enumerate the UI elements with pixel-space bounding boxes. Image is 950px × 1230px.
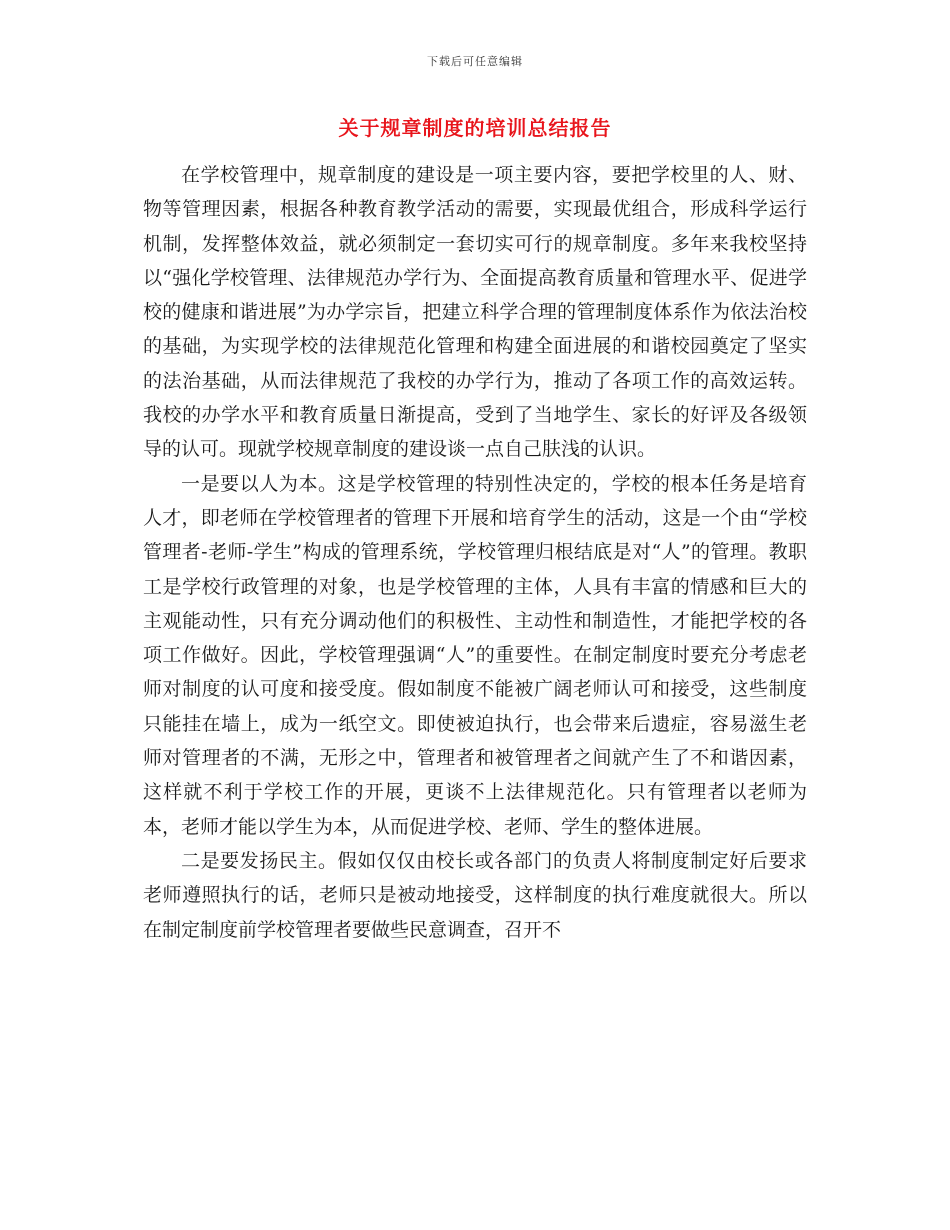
header-note: 下载后可任意编辑 xyxy=(427,55,523,68)
paragraph-democracy: 二是要发扬民主。假如仅仅由校长或各部门的负责人将制度制定好后要求老师遵照执行的话，老师只是被动地接受，这样制度的执行难度就很大。所以在制定制度前学校管理者要做些民意调查，召开不 xyxy=(143,849,807,941)
paragraph-people-oriented: 一是要以人为本。这是学校管理的特别性决定的，学校的根本任务是培育人才，即老师在学校管理者的管理下开展和培育学生的活动，这是一个由“学校管理者-老师-学生”构成的管理系统，学校管理归根结底是对“人”的管理。教职工是学校行政管理的对象，也是学校管理的主体，人具有丰富的情感和巨大的主观能动性，只有充分调动他们的积极性、主动性和制造性，才能把学校的各项工作做好。因此，学校管理强调“人”的重要性。在制定制度时要充分考虑老师对制度的认可度和接受度。假如制度不能被广阔老师认可和接受，这些制度只能挂在墙上，成为一纸空文。即使被迫执行，也会带来后遗症，容易滋生老师对管理者的不满，无形之中，管理者和被管理者之间就产生了不和谐因素，这样就不利于学校工作的开展，更谈不上法律规范化。只有管理者以老师为本，老师才能以学生为本，从而促进学校、老师、学生的整体进展。 xyxy=(143,472,807,838)
document-body xyxy=(143,158,807,947)
document-title: 关于规章制度的培训总结报告 xyxy=(338,116,612,140)
paragraph-intro: 在学校管理中，规章制度的建设是一项主要内容，要把学校里的人、财、物等管理因素，根据各种教育教学活动的需要，实现最优组合，形成科学运行机制，发挥整体效益，就必须制定一套切实可行的规章制度。多年来我校坚持以“强化学校管理、法律规范办学行为、全面提高教育质量和管理水平、促进学校的健康和谐进展”为办学宗旨，把建立科学合理的管理制度体系作为依法治校的基础，为实现学校的法律规范化管理和构建全面进展的和谐校园奠定了坚实的法治基础，从而法律规范了我校的办学行为，推动了各项工作的高效运转。我校的办学水平和教育质量日渐提高，受到了当地学生、家长的好评及各级领导的认可。现就学校规章制度的建设谈一点自己肤浅的认识。 xyxy=(143,164,807,461)
